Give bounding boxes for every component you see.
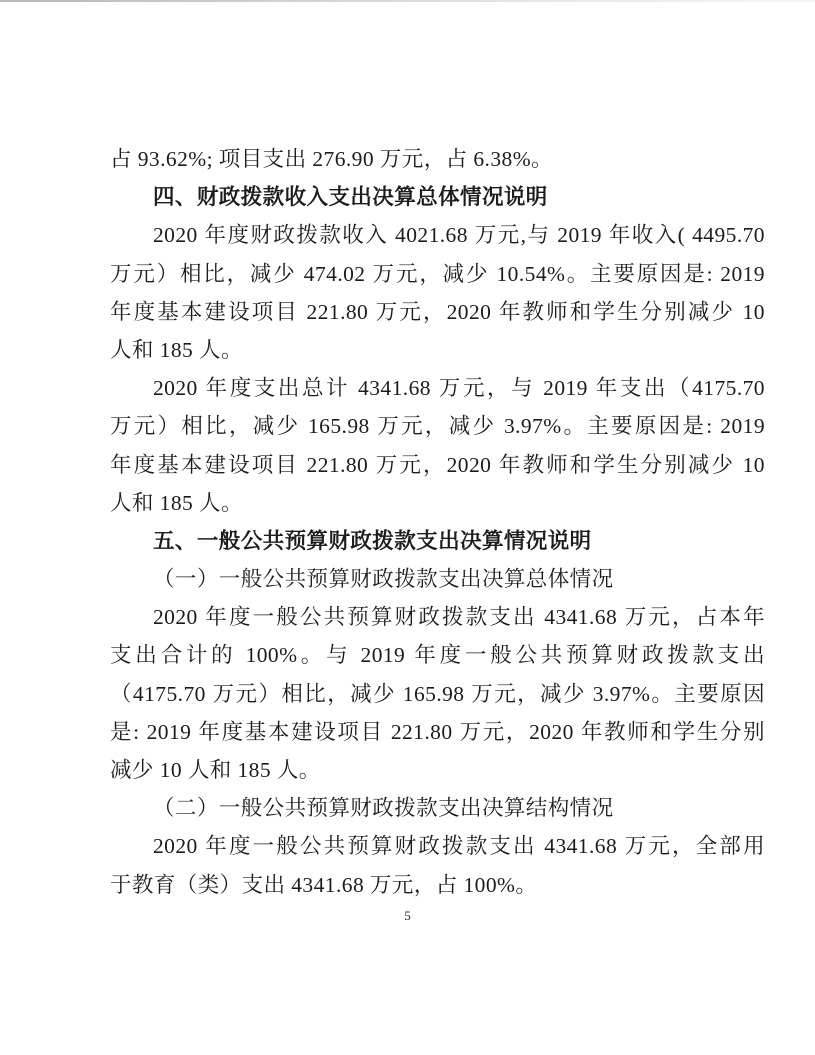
paragraph-line: 2020 年度一般公共预算财政拨款支出 4341.68 万元，占本年: [153, 605, 765, 630]
subsection-heading-2: （二）一般公共预算财政拨款支出决算结构情况: [153, 796, 614, 821]
paragraph-line: 万元）相比，减少 474.02 万元，减少 10.54%。主要原因是: 2019: [110, 261, 765, 286]
paragraph-line: 人和 185 人。: [110, 490, 243, 515]
page-number: 5: [404, 908, 411, 923]
paragraph-line: 年度基本建设项目 221.80 万元，2020 年教师和学生分别减少 10: [110, 299, 765, 324]
paragraph-line: （4175.70 万元）相比，减少 165.98 万元，减少 3.97%。主要原因: [110, 681, 765, 706]
paragraph-line: 2020 年度支出总计 4341.68 万元，与 2019 年支出（4175.70: [153, 376, 765, 401]
paragraph-line: 减少 10 人和 185 人。: [110, 758, 321, 782]
document-content: [110, 140, 765, 904]
paragraph-line: 占 93.62%; 项目支出 276.90 万元，占 6.38%。: [110, 147, 553, 171]
paragraph-line: 人和 185 人。: [110, 337, 243, 362]
paragraph-line: 万元）相比，减少 165.98 万元，减少 3.97%。主要原因是: 2019: [110, 414, 765, 439]
subsection-heading-1: （一）一般公共预算财政拨款支出决算总体情况: [153, 567, 614, 592]
paragraph-line: 支出合计的 100%。与 2019 年度一般公共预算财政拨款支出: [110, 643, 765, 668]
paragraph-line: 于教育（类）支出 4341.68 万元，占 100%。: [110, 872, 538, 897]
section-heading-5: 五、一般公共预算财政拨款支出决算情况说明: [153, 528, 592, 553]
scan-edge-artifact: [0, 0, 815, 2]
section-heading-4: 四、财政拨款收入支出决算总体情况说明: [153, 185, 548, 210]
paragraph-line: 年度基本建设项目 221.80 万元，2020 年教师和学生分别减少 10: [110, 452, 765, 477]
paragraph-line: 是: 2019 年度基本建设项目 221.80 万元，2020 年教师和学生分别: [110, 719, 765, 744]
paragraph-line: 2020 年度一般公共预算财政拨款支出 4341.68 万元，全部用: [153, 834, 765, 859]
paragraph-line: 2020 年度财政拨款收入 4021.68 万元,与 2019 年收入( 4495.70: [153, 223, 765, 248]
